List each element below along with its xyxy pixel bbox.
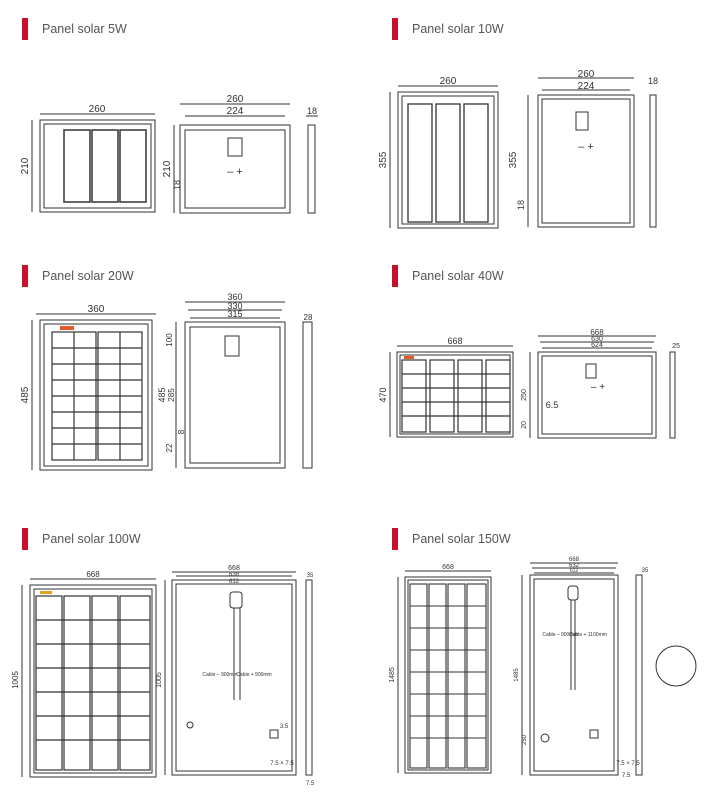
dim-sub-height: 285: [167, 388, 176, 402]
cable-neg-label: Cable – 900mm: [202, 672, 238, 678]
dim-mid-width: 630: [591, 336, 603, 343]
dim-back-height: 210: [162, 160, 173, 178]
dim-back-height: 485: [157, 387, 167, 403]
dim-outer-width: 668: [568, 557, 580, 563]
dim-width: 668: [86, 570, 100, 579]
dim-inner-width: 315: [227, 309, 243, 319]
dim-back-height: 1485: [514, 668, 520, 682]
dim-outer-width: 668: [228, 565, 240, 572]
dim-inner-width: 224: [226, 106, 244, 117]
back-frame: [530, 575, 618, 775]
dim-thickness: 25: [672, 343, 680, 350]
dim-width: 360: [87, 304, 105, 315]
dim-height: 485: [20, 386, 31, 404]
section-title: Panel solar 5W: [42, 22, 127, 36]
dim-inner-width: 612: [569, 568, 579, 574]
section-title: Panel solar 40W: [412, 269, 504, 283]
dim-height: 1005: [11, 671, 20, 689]
dim-note-b: 7.5 × 7.5: [270, 761, 294, 767]
dim-thickness: 18: [647, 76, 659, 86]
dim-outer-width: 668: [590, 328, 604, 337]
section-title: Panel solar 20W: [42, 269, 134, 283]
dim-height: 210: [20, 157, 31, 175]
dim-hole-c: 20: [521, 421, 528, 429]
dim-mid-width: 330: [227, 301, 243, 311]
dim-mid-width: 638: [228, 572, 240, 578]
dim-thickness: 18: [306, 106, 318, 116]
dim-height: 355: [378, 151, 389, 169]
dim-inner-width: 224: [577, 81, 595, 92]
dim-mid-width: 632: [568, 563, 580, 569]
junction-box: [568, 586, 578, 600]
dim-width: 260: [88, 104, 106, 115]
cable-pos-label: Cable + 900mm: [236, 672, 272, 678]
dim-hole-b: 6.5: [545, 400, 559, 410]
dim-hole-a: 250: [521, 389, 528, 401]
dim-back-height: 1005: [156, 672, 163, 688]
dim-edge: 18: [172, 179, 182, 191]
dim-note-a: 250: [522, 734, 528, 746]
dim-side-bottom: 7.5: [621, 773, 631, 779]
dim-top: 100: [165, 333, 174, 347]
dim-outer-width: 360: [227, 292, 243, 302]
polarity-label: – +: [590, 382, 606, 393]
dim-width: 260: [439, 76, 457, 87]
dim-outer-width: 260: [577, 69, 595, 80]
dim-side-bottom: 7.5: [305, 781, 315, 787]
cell-grid: [410, 584, 486, 768]
side-profile: [636, 575, 642, 775]
dim-thickness: 35: [306, 573, 314, 579]
section-title: Panel solar 100W: [42, 532, 141, 546]
dim-small-a: 8: [177, 429, 186, 435]
dim-height: 1485: [389, 667, 396, 683]
mount-hole: [590, 730, 598, 738]
dim-back-height: 355: [508, 151, 519, 169]
polarity-label: – +: [227, 166, 243, 178]
cable-pos-label: Cable + 1100mm: [569, 632, 607, 638]
polarity-label: – +: [578, 141, 594, 153]
dim-note-b: 7.5 × 7.5: [616, 761, 640, 767]
dim-width: 668: [447, 336, 463, 346]
detail-circle: [656, 646, 696, 686]
dim-thickness: 28: [303, 313, 313, 322]
dim-height: 470: [378, 387, 388, 403]
drain-hole: [541, 734, 549, 742]
dim-thickness: 35: [641, 568, 649, 574]
dim-inner-width: 624: [591, 342, 603, 349]
dim-note-a: 3.5: [279, 724, 289, 730]
dim-inner-width: 612: [228, 579, 240, 585]
dim-edge: 18: [516, 199, 526, 211]
section-title: Panel solar 10W: [412, 22, 504, 36]
dim-small-b: 22: [165, 443, 174, 453]
section-title: Panel solar 150W: [412, 532, 511, 546]
dim-width: 668: [442, 564, 454, 571]
cable-neg-label: Cable – 900mm: [542, 632, 578, 638]
dim-outer-width: 260: [226, 94, 244, 105]
